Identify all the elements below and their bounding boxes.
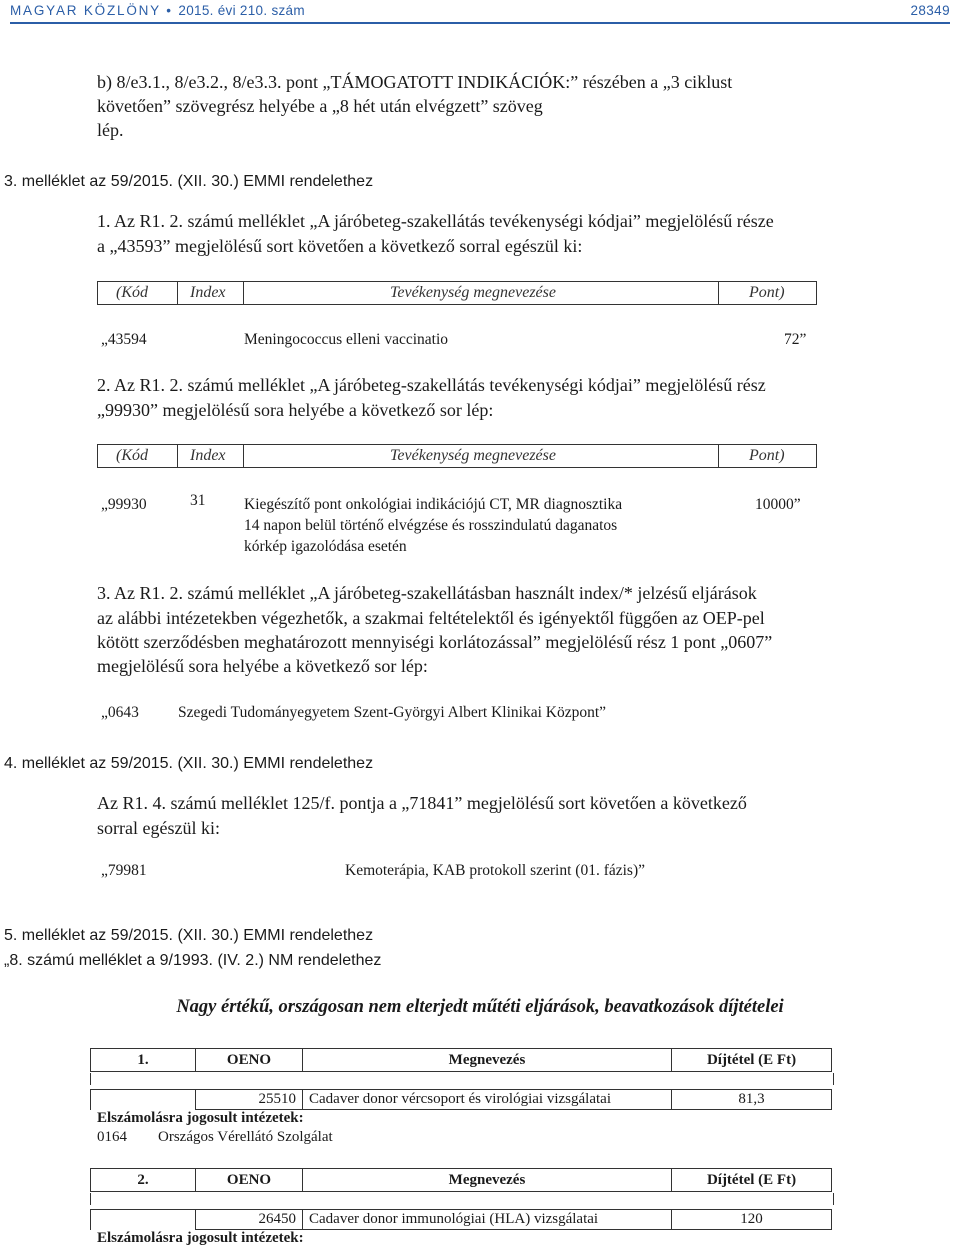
intro-line-1: b) 8/e3.1., 8/e3.2., 8/e3.3. pont „TÁMOGATOTT INDIKÁCIÓK:” részében a „3 ciklust [97,72,733,92]
table-row [91,1090,832,1110]
row-99930-name-line-2: 14 napon belül történő elvégzése és rosszindulatú daganatos [244,517,618,534]
page-number: 28349 [910,3,950,18]
annex3-item3-line-2: az alábbi intézetekben végezhetők, a szakmai feltételektől és igényektől függően az OEP-pel [97,608,765,628]
col-pont: Pont) [749,447,785,464]
row-99930-name-line-1: Kiegészítő pont onkológiai indikációjú CT, MR diagnosztika [244,496,623,513]
annex3-item3-line-4: megjelölésű sora helyébe a következő sor lép: [97,656,428,676]
row-99930-name-line-3: kórkép igazolódása esetén [244,538,407,555]
fee-table-1-row [90,1089,832,1110]
header-no: 1. [91,1049,196,1072]
column-header-box-1 [97,281,817,305]
row-99930-code: „99930 [101,496,147,513]
header-no: 2. [91,1169,196,1192]
annex3-item1-line-1: 1. Az R1. 2. számú melléklet „A járóbeteg-szakellátás tevékenységi kódjai” megjelölésű része [97,211,774,231]
header-oeno: OENO [196,1169,303,1192]
row-99930-index: 31 [190,492,206,509]
header-dijtetel: Díjtétel (E Ft) [672,1169,832,1192]
col-kod: (Kód [116,447,148,464]
table1-institutions-label: Elszámolásra jogosult intézetek: [97,1110,304,1126]
fee-table-2 [90,1168,832,1192]
header-rule [10,22,950,24]
page-header [0,0,960,22]
divider [177,282,178,304]
table-row [91,1210,832,1230]
divider [243,282,244,304]
cell-fee: 81,3 [672,1090,832,1110]
cell-empty [91,1210,196,1230]
header-bullet: • [166,3,173,18]
table1-institution-code: 0164 [97,1129,127,1145]
cell-oeno: 25510 [196,1090,303,1110]
cell-empty [91,1090,196,1110]
annex4-heading: 4. melléklet az 59/2015. (XII. 30.) EMMI rendelethez [4,755,374,772]
col-kod: (Kód [116,284,148,301]
table1-institution-name: Országos Vérellátó Szolgálat [158,1129,333,1145]
annex3-item1-line-2: a „43593” megjelölésű sort követően a következő sorral egészül ki: [97,236,583,256]
col-pont: Pont) [749,284,785,301]
cell-oeno: 26450 [196,1210,303,1230]
row-0643-name: Szegedi Tudományegyetem Szent-Györgyi Albert Klinikai Központ” [178,704,607,721]
header-megnevezes: Megnevezés [303,1169,672,1192]
intro-line-2: követően” szövegrész helyébe a „8 hét után elvégzett” szöveg [97,96,543,116]
cell-name: Cadaver donor vércsoport és virológiai vizsgálatai [303,1090,672,1110]
annex3-item3-line-3: kötött szerződésben meghatározott mennyiségi korlátozással” megjelölésű rész 1 pont „0607” [97,632,773,652]
col-index: Index [190,284,226,301]
col-index: Index [190,447,226,464]
col-tevekenyseg: Tevékenység megnevezése [390,447,556,464]
row-43594-points: 72” [784,331,807,348]
annex3-item3-line-1: 3. Az R1. 2. számú melléklet „A járóbeteg-szakellátásban használt index/* jelzésű eljárások [97,583,757,603]
fee-table-2-row [90,1209,832,1230]
table2-institutions-label: Elszámolásra jogosult intézetek: [97,1230,304,1246]
annex3-item2-line-1: 2. Az R1. 2. számú melléklet „A járóbeteg-szakellátás tevékenységi kódjai” megjelölésű rész [97,375,766,395]
annex4-line-2: sorral egészül ki: [97,818,220,838]
annex4-line-1: Az R1. 4. számú melléklet 125/f. pontja a „71841” megjelölésű sort követően a következő [97,793,747,813]
row-79981-code: „79981 [101,862,147,879]
table-header-row [91,1169,832,1192]
row-43594-name: Meningococcus elleni vaccinatio [244,331,449,348]
table-spacer [90,1073,834,1085]
row-43594-code: „43594 [101,331,147,348]
cell-name: Cadaver donor immunológiai (HLA) vizsgálatai [303,1210,672,1230]
header-dijtetel: Díjtétel (E Ft) [672,1049,832,1072]
divider [243,445,244,467]
table-header-row [91,1049,832,1072]
divider [718,445,719,467]
intro-line-3: lép. [97,120,124,140]
issue-number: 2015. évi 210. szám [178,3,305,18]
annex3-heading: 3. melléklet az 59/2015. (XII. 30.) EMMI rendelethez [4,173,374,190]
annex5-subheading: „8. számú melléklet a 9/1993. (IV. 2.) NM rendelethez [4,952,382,969]
row-99930-points: 10000” [755,496,801,513]
table-spacer [90,1193,834,1205]
cell-fee: 120 [672,1210,832,1230]
row-79981-name: Kemoterápia, KAB protokoll szerint (01. fázis)” [345,862,646,879]
annex5-heading: 5. melléklet az 59/2015. (XII. 30.) EMMI rendelethez [4,927,374,944]
header-oeno: OENO [196,1049,303,1072]
col-tevekenyseg: Tevékenység megnevezése [390,284,556,301]
fee-table-1 [90,1048,832,1072]
divider [177,445,178,467]
header-journal-info [10,3,305,18]
annex3-item2-line-2: „99930” megjelölésű sora helyébe a következő sor lép: [97,400,494,420]
row-0643-code: „0643 [101,704,139,721]
journal-name: MAGYAR KÖZLÖNY [10,3,161,18]
column-header-box-2 [97,444,817,468]
header-megnevezes: Megnevezés [303,1049,672,1072]
annex5-title: Nagy értékű, országosan nem elterjedt műtéti eljárások, beavatkozások díjtételei [176,997,784,1017]
divider [718,282,719,304]
